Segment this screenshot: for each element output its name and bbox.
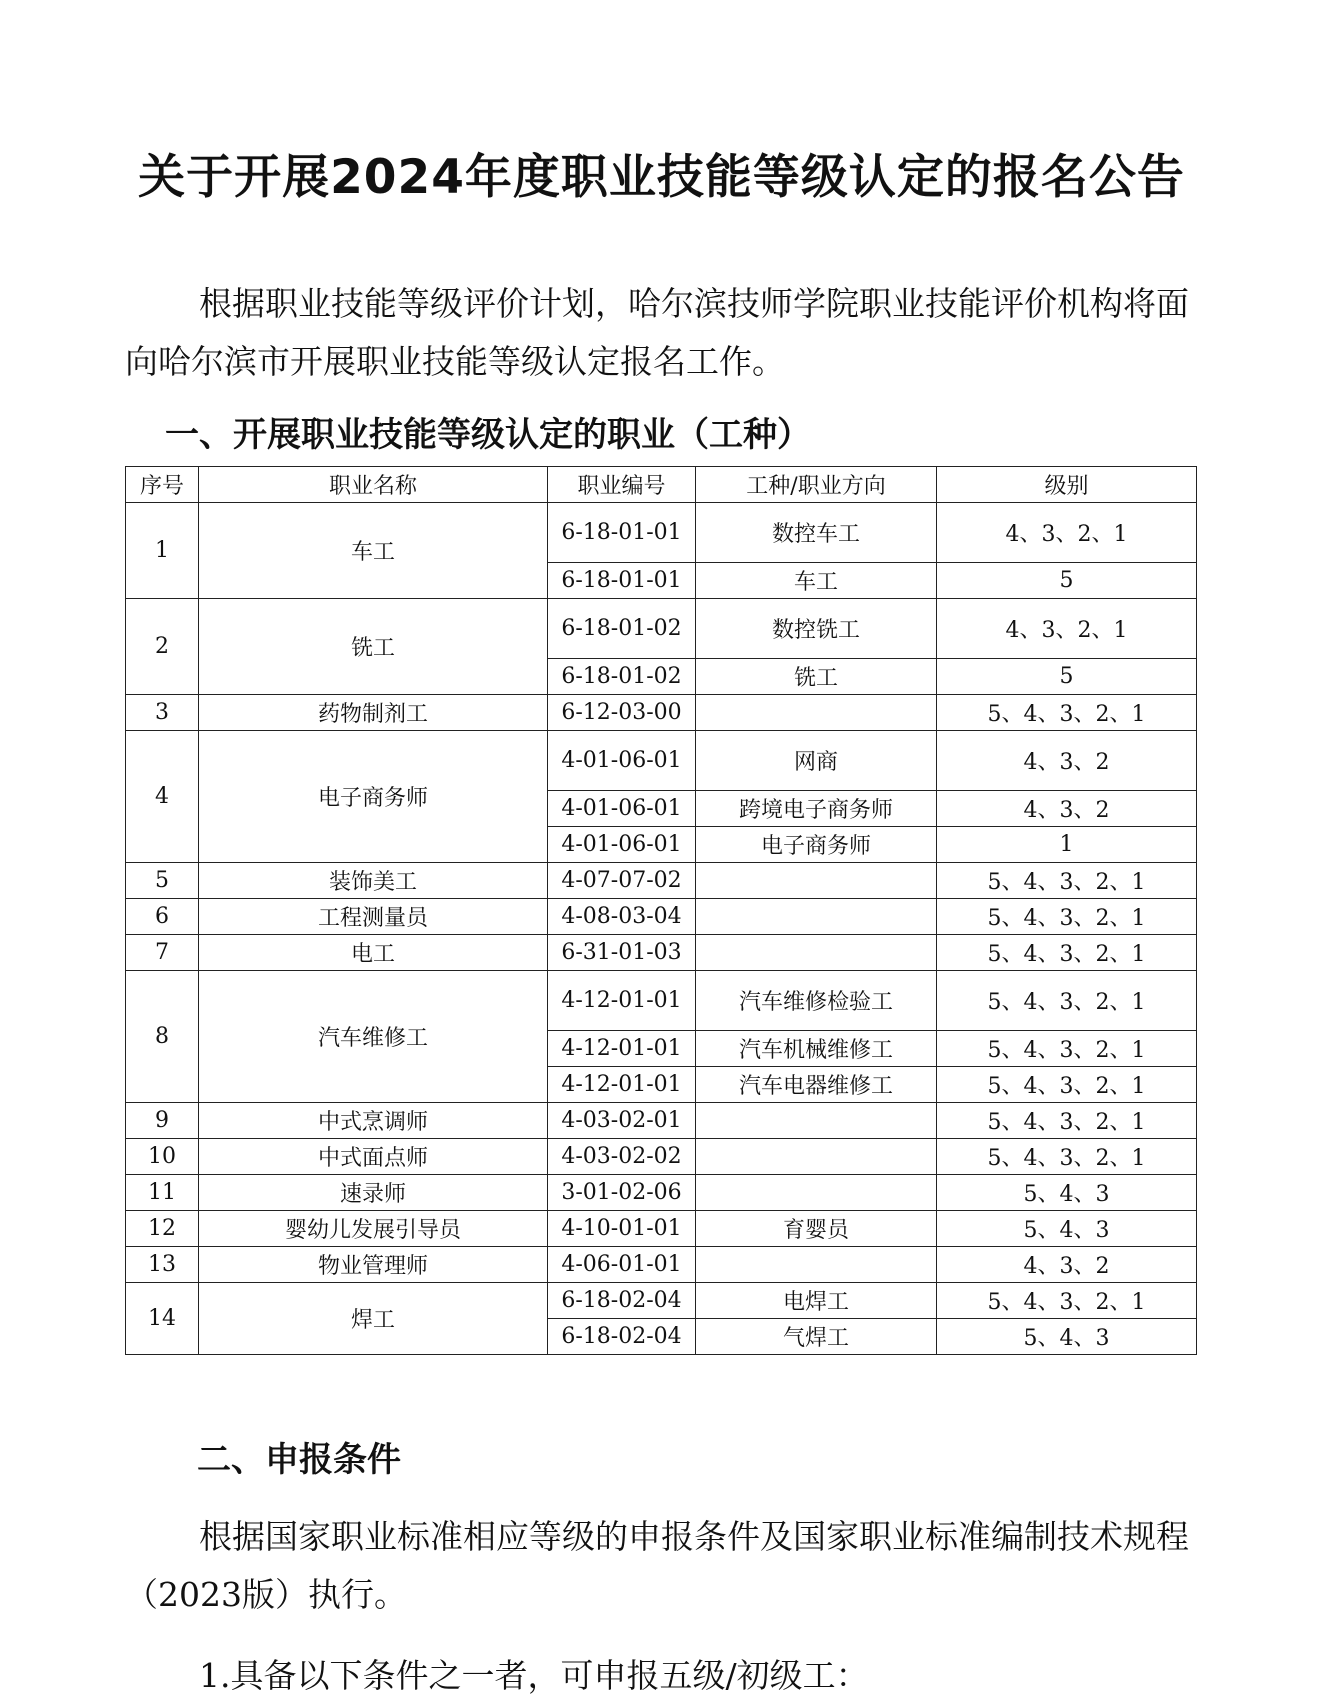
cell-occupation-name: 汽车维修工: [199, 971, 548, 1103]
cell-no: 4: [126, 731, 199, 863]
header-name: 职业名称: [199, 467, 548, 503]
cell-direction: 数控铣工: [696, 599, 937, 659]
cell-code: 6-31-01-03: [548, 935, 696, 971]
cell-direction: 气焊工: [696, 1319, 937, 1355]
table-row: [126, 1103, 1197, 1139]
cell-code: 4-06-01-01: [548, 1247, 696, 1283]
header-code: 职业编号: [548, 467, 696, 503]
table-header-row: [126, 467, 1197, 503]
cell-occupation-name: 速录师: [199, 1175, 548, 1211]
cell-level: 4、3、2: [937, 791, 1197, 827]
occupation-table: [125, 466, 1197, 1355]
cell-occupation-name: 电工: [199, 935, 548, 971]
cell-direction: [696, 935, 937, 971]
cell-code: 6-18-02-04: [548, 1319, 696, 1355]
table-row: [126, 503, 1197, 563]
cell-code: 4-01-06-01: [548, 731, 696, 791]
table-row: [126, 971, 1197, 1031]
table-row: [126, 1175, 1197, 1211]
cell-level: 5、4、3、2、1: [937, 1103, 1197, 1139]
item1-text: 1.具备以下条件之一者，可申报五级/初级工：: [199, 1656, 869, 1695]
cell-code: 6-18-01-02: [548, 599, 696, 659]
cell-no: 9: [126, 1103, 199, 1139]
cell-level: 5、4、3: [937, 1175, 1197, 1211]
cell-code: 3-01-02-06: [548, 1175, 696, 1211]
cell-occupation-name: 车工: [199, 503, 548, 599]
cell-code: 4-10-01-01: [548, 1211, 696, 1247]
cell-level: 5、4、3、2、1: [937, 1139, 1197, 1175]
cell-direction: 铣工: [696, 659, 937, 695]
cell-no: 3: [126, 695, 199, 731]
cell-level: 5、4、3、2、1: [937, 935, 1197, 971]
cell-direction: 车工: [696, 563, 937, 599]
cell-no: 6: [126, 899, 199, 935]
cell-no: 13: [126, 1247, 199, 1283]
section2-paragraph: [125, 1508, 1200, 1624]
cell-code: 6-12-03-00: [548, 695, 696, 731]
cell-code: 4-08-03-04: [548, 899, 696, 935]
cell-level: 4、3、2、1: [937, 503, 1197, 563]
header-direction: 工种/职业方向: [696, 467, 937, 503]
cell-code: 6-18-01-01: [548, 563, 696, 599]
cell-level: 5、4、3: [937, 1211, 1197, 1247]
cell-level: 5: [937, 563, 1197, 599]
table-row: [126, 1283, 1197, 1319]
cell-occupation-name: 电子商务师: [199, 731, 548, 863]
cell-level: 5、4、3、2、1: [937, 695, 1197, 731]
cell-occupation-name: 中式面点师: [199, 1139, 548, 1175]
cell-code: 4-07-07-02: [548, 863, 696, 899]
cell-occupation-name: 装饰美工: [199, 863, 548, 899]
cell-no: 2: [126, 599, 199, 695]
cell-occupation-name: 婴幼儿发展引导员: [199, 1211, 548, 1247]
table-row: [126, 731, 1197, 791]
cell-level: 4、3、2: [937, 1247, 1197, 1283]
cell-direction: 汽车机械维修工: [696, 1031, 937, 1067]
table-row: [126, 1211, 1197, 1247]
cell-occupation-name: 焊工: [199, 1283, 548, 1355]
table-row: [126, 899, 1197, 935]
table-row: [126, 1139, 1197, 1175]
header-no: 序号: [126, 467, 199, 503]
cell-level: 4、3、2、1: [937, 599, 1197, 659]
cell-direction: [696, 863, 937, 899]
intro-text: 根据职业技能等级评价计划，哈尔滨技师学院职业技能评价机构将面向哈尔滨市开展职业技能等级认定报名工作。: [125, 284, 1189, 381]
page-title: 关于开展2024年度职业技能等级认定的报名公告: [138, 150, 1185, 205]
cell-no: 14: [126, 1283, 199, 1355]
table-row: [126, 863, 1197, 899]
table-row: [126, 1247, 1197, 1283]
cell-direction: 电子商务师: [696, 827, 937, 863]
cell-level: 5、4、3、2、1: [937, 899, 1197, 935]
cell-direction: [696, 1103, 937, 1139]
cell-occupation-name: 药物制剂工: [199, 695, 548, 731]
cell-level: 4、3、2: [937, 731, 1197, 791]
header-level: 级别: [937, 467, 1197, 503]
cell-level: 5、4、3、2、1: [937, 1067, 1197, 1103]
cell-code: 4-01-06-01: [548, 827, 696, 863]
cell-direction: [696, 695, 937, 731]
section1-heading: 一、开展职业技能等级认定的职业（工种）: [165, 415, 811, 455]
item1-paragraph: [125, 1647, 1200, 1705]
cell-direction: 跨境电子商务师: [696, 791, 937, 827]
table-row: [126, 599, 1197, 659]
cell-occupation-name: 物业管理师: [199, 1247, 548, 1283]
cell-level: 5、4、3、2、1: [937, 971, 1197, 1031]
cell-direction: 育婴员: [696, 1211, 937, 1247]
cell-level: 5: [937, 659, 1197, 695]
cell-no: 8: [126, 971, 199, 1103]
cell-level: 1: [937, 827, 1197, 863]
cell-level: 5、4、3、2、1: [937, 863, 1197, 899]
intro-paragraph: [125, 275, 1200, 391]
cell-no: 7: [126, 935, 199, 971]
cell-code: 4-12-01-01: [548, 1031, 696, 1067]
cell-code: 6-18-02-04: [548, 1283, 696, 1319]
cell-no: 10: [126, 1139, 199, 1175]
cell-direction: 汽车电器维修工: [696, 1067, 937, 1103]
cell-level: 5、4、3、2、1: [937, 1031, 1197, 1067]
section2-heading: 二、申报条件: [197, 1440, 401, 1480]
cell-no: 12: [126, 1211, 199, 1247]
cell-occupation-name: 中式烹调师: [199, 1103, 548, 1139]
cell-code: 4-12-01-01: [548, 971, 696, 1031]
cell-direction: [696, 1247, 937, 1283]
cell-code: 4-01-06-01: [548, 791, 696, 827]
cell-code: 4-03-02-02: [548, 1139, 696, 1175]
cell-no: 11: [126, 1175, 199, 1211]
cell-no: 1: [126, 503, 199, 599]
cell-code: 6-18-01-01: [548, 503, 696, 563]
section2-text: 根据国家职业标准相应等级的申报条件及国家职业标准编制技术规程（2023版）执行。: [125, 1517, 1189, 1614]
cell-occupation-name: 工程测量员: [199, 899, 548, 935]
cell-occupation-name: 铣工: [199, 599, 548, 695]
cell-direction: [696, 899, 937, 935]
cell-direction: [696, 1175, 937, 1211]
cell-level: 5、4、3: [937, 1319, 1197, 1355]
cell-level: 5、4、3、2、1: [937, 1283, 1197, 1319]
cell-direction: 数控车工: [696, 503, 937, 563]
cell-direction: 汽车维修检验工: [696, 971, 937, 1031]
cell-code: 4-12-01-01: [548, 1067, 696, 1103]
cell-code: 4-03-02-01: [548, 1103, 696, 1139]
cell-no: 5: [126, 863, 199, 899]
cell-direction: 网商: [696, 731, 937, 791]
table-row: [126, 935, 1197, 971]
cell-code: 6-18-01-02: [548, 659, 696, 695]
cell-direction: [696, 1139, 937, 1175]
table-row: [126, 695, 1197, 731]
table-body: [126, 503, 1197, 1355]
cell-direction: 电焊工: [696, 1283, 937, 1319]
